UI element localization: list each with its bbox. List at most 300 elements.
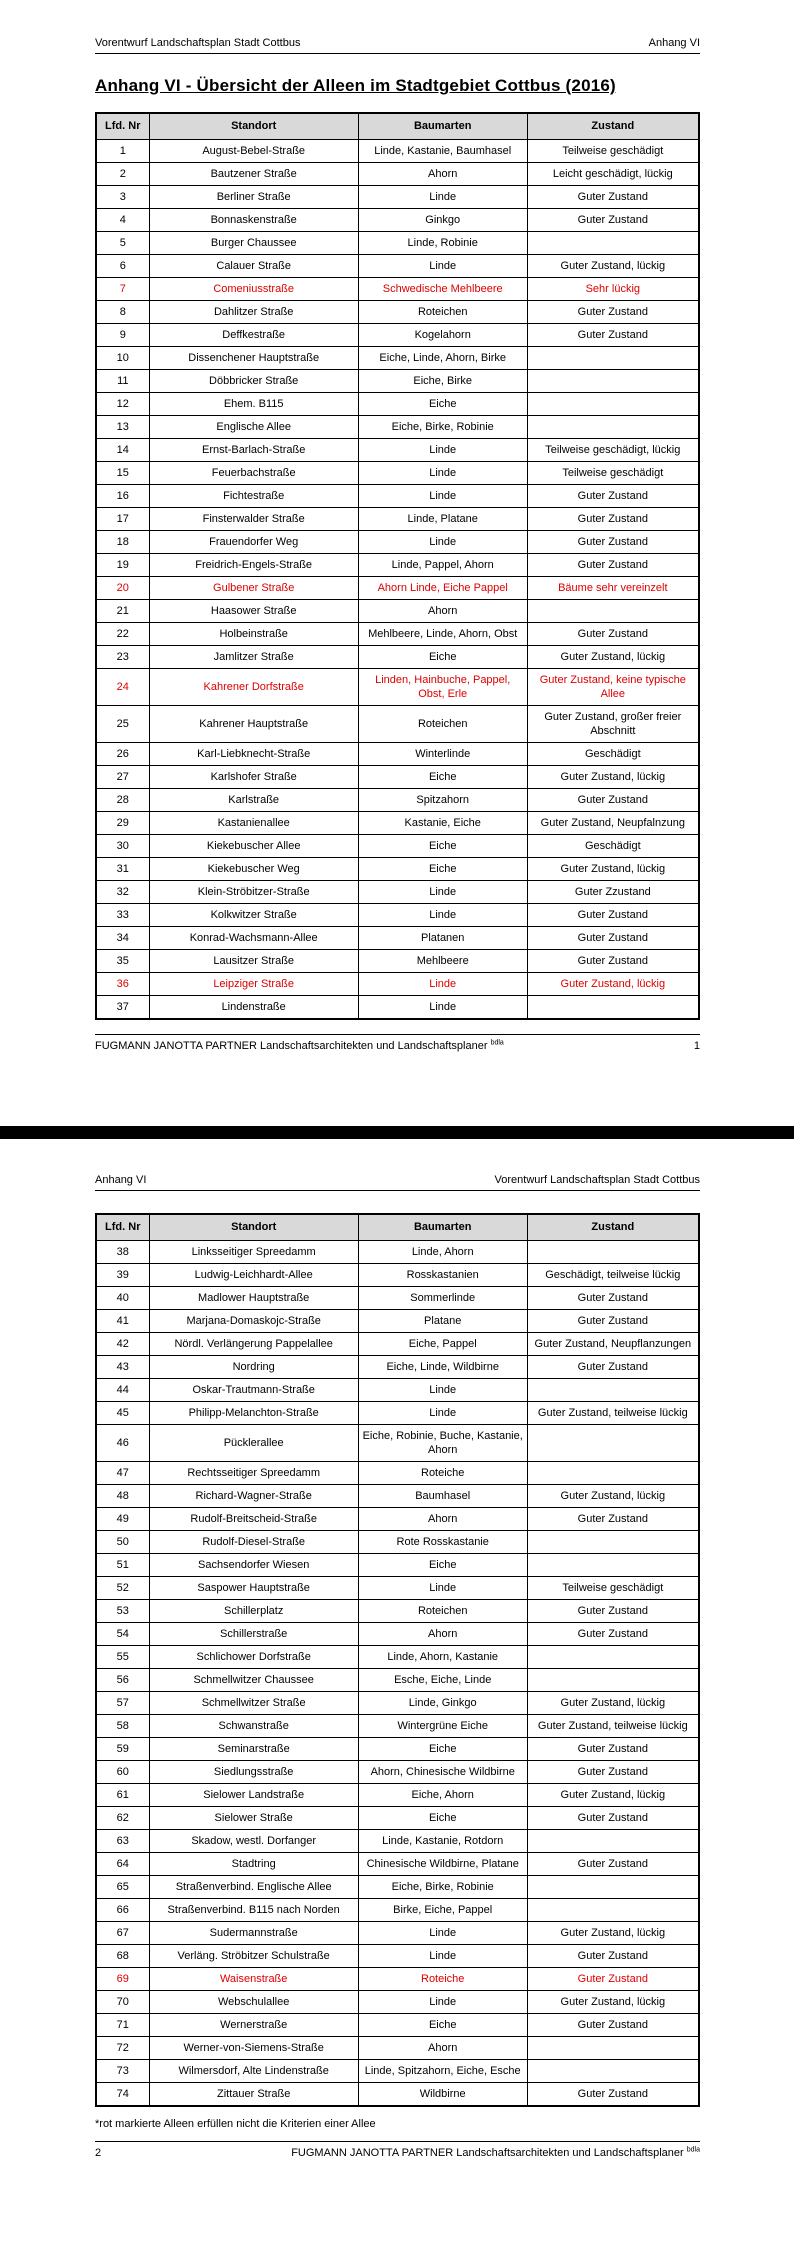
cell-zustand: [527, 1424, 699, 1461]
cell-baumarten: Roteiche: [358, 1967, 527, 1990]
table-row: [96, 949, 699, 972]
cell-baumarten: Ahorn Linde, Eiche Pappel: [358, 576, 527, 599]
cell-baumarten: Ahorn: [358, 162, 527, 185]
cell-zustand: Guter Zustand, lückig: [527, 1921, 699, 1944]
cell-standort: Webschulallee: [149, 1990, 358, 2013]
cell-standort: Haasower Straße: [149, 599, 358, 622]
cell-lfd-nr: 27: [96, 765, 149, 788]
table-row: [96, 484, 699, 507]
page-number: 2: [95, 2146, 102, 2159]
cell-lfd-nr: 56: [96, 1668, 149, 1691]
column-header: Baumarten: [358, 113, 527, 139]
cell-standort: Oskar-Trautmann-Straße: [149, 1378, 358, 1401]
cell-baumarten: Linde: [358, 254, 527, 277]
cell-baumarten: Linde: [358, 1944, 527, 1967]
red-rows-footnote: *rot markierte Alleen erfüllen nicht die Kriterien einer Allee: [95, 2117, 376, 2130]
cell-zustand: Guter Zustand: [527, 2082, 699, 2106]
cell-lfd-nr: 60: [96, 1760, 149, 1783]
cell-standort: Wernerstraße: [149, 2013, 358, 2036]
column-header: Lfd. Nr: [96, 1214, 149, 1240]
cell-standort: Berliner Straße: [149, 185, 358, 208]
cell-zustand: [527, 1553, 699, 1576]
cell-standort: Kiekebuscher Weg: [149, 857, 358, 880]
cell-baumarten: Linde: [358, 972, 527, 995]
cell-lfd-nr: 4: [96, 208, 149, 231]
document-title: Anhang VI - Übersicht der Alleen im Stadtgebiet Cottbus (2016): [95, 76, 616, 95]
table-row: [96, 668, 699, 705]
cell-zustand: Guter Zustand, keine typische Allee: [527, 668, 699, 705]
cell-zustand: Guter Zustand: [527, 185, 699, 208]
cell-lfd-nr: 49: [96, 1507, 149, 1530]
cell-lfd-nr: 36: [96, 972, 149, 995]
table-row: [96, 1309, 699, 1332]
cell-baumarten: Platane: [358, 1309, 527, 1332]
table-row: [96, 2013, 699, 2036]
cell-baumarten: Mehlbeere, Linde, Ahorn, Obst: [358, 622, 527, 645]
cell-lfd-nr: 72: [96, 2036, 149, 2059]
cell-standort: Nördl. Verlängerung Pappelallee: [149, 1332, 358, 1355]
cell-lfd-nr: 37: [96, 995, 149, 1019]
column-header: Zustand: [527, 1214, 699, 1240]
cell-standort: Zittauer Straße: [149, 2082, 358, 2106]
cell-standort: Konrad-Wachsmann-Allee: [149, 926, 358, 949]
cell-lfd-nr: 17: [96, 507, 149, 530]
cell-lfd-nr: 5: [96, 231, 149, 254]
cell-baumarten: Linde: [358, 1401, 527, 1424]
cell-zustand: Guter Zzustand: [527, 880, 699, 903]
alleen-table-page2: [95, 1213, 700, 2107]
cell-lfd-nr: 8: [96, 300, 149, 323]
cell-baumarten: Eiche: [358, 2013, 527, 2036]
cell-zustand: Guter Zustand: [527, 949, 699, 972]
table-row: [96, 369, 699, 392]
cell-standort: Kahrener Hauptstraße: [149, 705, 358, 742]
cell-baumarten: Linde: [358, 1576, 527, 1599]
cell-baumarten: Mehlbeere: [358, 949, 527, 972]
cell-zustand: Geschädigt, teilweise lückig: [527, 1263, 699, 1286]
table-row: [96, 530, 699, 553]
cell-baumarten: Chinesische Wildbirne, Platane: [358, 1852, 527, 1875]
cell-standort: Waisenstraße: [149, 1967, 358, 1990]
cell-zustand: [527, 1668, 699, 1691]
table-row: [96, 705, 699, 742]
cell-standort: Leipziger Straße: [149, 972, 358, 995]
table-row: [96, 2082, 699, 2106]
cell-zustand: Guter Zustand: [527, 926, 699, 949]
cell-lfd-nr: 68: [96, 1944, 149, 1967]
cell-zustand: Guter Zustand: [527, 484, 699, 507]
cell-standort: Ernst-Barlach-Straße: [149, 438, 358, 461]
cell-lfd-nr: 43: [96, 1355, 149, 1378]
cell-zustand: [527, 599, 699, 622]
cell-zustand: Guter Zustand: [527, 507, 699, 530]
cell-lfd-nr: 71: [96, 2013, 149, 2036]
cell-standort: Nordring: [149, 1355, 358, 1378]
cell-lfd-nr: 69: [96, 1967, 149, 1990]
cell-lfd-nr: 22: [96, 622, 149, 645]
cell-lfd-nr: 25: [96, 705, 149, 742]
cell-standort: Freidrich-Engels-Straße: [149, 553, 358, 576]
table-row: [96, 1760, 699, 1783]
table-row: [96, 461, 699, 484]
table-row: [96, 765, 699, 788]
table-row: [96, 415, 699, 438]
cell-standort: Sielower Straße: [149, 1806, 358, 1829]
cell-standort: Kolkwitzer Straße: [149, 903, 358, 926]
table-row: [96, 1967, 699, 1990]
cell-standort: Straßenverbind. B115 nach Norden: [149, 1898, 358, 1921]
cell-baumarten: Eiche, Birke: [358, 369, 527, 392]
cell-lfd-nr: 38: [96, 1240, 149, 1263]
cell-baumarten: Linden, Hainbuche, Pappel, Obst, Erle: [358, 668, 527, 705]
cell-zustand: Guter Zustand, Neupfalnzung: [527, 811, 699, 834]
cell-zustand: Leicht geschädigt, lückig: [527, 162, 699, 185]
cell-baumarten: Linde: [358, 1378, 527, 1401]
table-row: [96, 1484, 699, 1507]
cell-standort: August-Bebel-Straße: [149, 139, 358, 162]
table-row: [96, 903, 699, 926]
cell-lfd-nr: 16: [96, 484, 149, 507]
cell-zustand: [527, 392, 699, 415]
cell-lfd-nr: 15: [96, 461, 149, 484]
cell-standort: Karlshofer Straße: [149, 765, 358, 788]
cell-lfd-nr: 65: [96, 1875, 149, 1898]
cell-standort: Kiekebuscher Allee: [149, 834, 358, 857]
cell-standort: Jamlitzer Straße: [149, 645, 358, 668]
cell-zustand: Guter Zustand, lückig: [527, 857, 699, 880]
cell-lfd-nr: 47: [96, 1461, 149, 1484]
cell-baumarten: Linde: [358, 530, 527, 553]
cell-standort: Rudolf-Diesel-Straße: [149, 1530, 358, 1553]
cell-standort: Ludwig-Leichhardt-Allee: [149, 1263, 358, 1286]
page2-footer: [95, 2141, 700, 2160]
cell-standort: Pücklerallee: [149, 1424, 358, 1461]
cell-baumarten: Linde, Spitzahorn, Eiche, Esche: [358, 2059, 527, 2082]
cell-standort: Sachsendorfer Wiesen: [149, 1553, 358, 1576]
cell-zustand: Guter Zustand: [527, 208, 699, 231]
cell-lfd-nr: 59: [96, 1737, 149, 1760]
cell-baumarten: Wildbirne: [358, 2082, 527, 2106]
cell-standort: Schmellwitzer Chaussee: [149, 1668, 358, 1691]
cell-baumarten: Linde: [358, 880, 527, 903]
cell-zustand: Guter Zustand, teilweise lückig: [527, 1401, 699, 1424]
cell-lfd-nr: 33: [96, 903, 149, 926]
cell-zustand: Guter Zustand, lückig: [527, 1990, 699, 2013]
table-row: [96, 1286, 699, 1309]
cell-standort: Klein-Ströbitzer-Straße: [149, 880, 358, 903]
table-row: [96, 231, 699, 254]
table-row: [96, 742, 699, 765]
cell-standort: Bautzener Straße: [149, 162, 358, 185]
cell-standort: Stadtring: [149, 1852, 358, 1875]
cell-baumarten: Eiche: [358, 765, 527, 788]
table-row: [96, 185, 699, 208]
table-header-row: [96, 113, 699, 139]
cell-baumarten: Eiche, Robinie, Buche, Kastanie, Ahorn: [358, 1424, 527, 1461]
table-header-row: [96, 1214, 699, 1240]
cell-standort: Schmellwitzer Straße: [149, 1691, 358, 1714]
column-header: Standort: [149, 113, 358, 139]
cell-baumarten: Schwedische Mehlbeere: [358, 277, 527, 300]
cell-standort: Saspower Hauptstraße: [149, 1576, 358, 1599]
cell-baumarten: Kogelahorn: [358, 323, 527, 346]
cell-standort: Schlichower Dorfstraße: [149, 1645, 358, 1668]
table-row: [96, 1829, 699, 1852]
cell-zustand: Geschädigt: [527, 742, 699, 765]
table-row: [96, 1355, 699, 1378]
cell-baumarten: Eiche: [358, 1737, 527, 1760]
table-row: [96, 972, 699, 995]
cell-zustand: [527, 1875, 699, 1898]
cell-zustand: Teilweise geschädigt, lückig: [527, 438, 699, 461]
cell-baumarten: Roteichen: [358, 300, 527, 323]
cell-baumarten: Roteichen: [358, 1599, 527, 1622]
cell-lfd-nr: 55: [96, 1645, 149, 1668]
cell-standort: Holbeinstraße: [149, 622, 358, 645]
cell-baumarten: Rosskastanien: [358, 1263, 527, 1286]
table-row: [96, 645, 699, 668]
cell-standort: Linksseitiger Spreedamm: [149, 1240, 358, 1263]
cell-zustand: Guter Zustand: [527, 1286, 699, 1309]
cell-standort: Sielower Landstraße: [149, 1783, 358, 1806]
cell-standort: Straßenverbind. Englische Allee: [149, 1875, 358, 1898]
table-row: [96, 1401, 699, 1424]
cell-standort: Rudolf-Breitscheid-Straße: [149, 1507, 358, 1530]
cell-lfd-nr: 73: [96, 2059, 149, 2082]
table-row: [96, 1691, 699, 1714]
cell-standort: Karlstraße: [149, 788, 358, 811]
cell-zustand: Guter Zustand: [527, 622, 699, 645]
cell-standort: Döbbricker Straße: [149, 369, 358, 392]
document-page-2: [0, 1139, 794, 2251]
cell-zustand: Guter Zustand, teilweise lückig: [527, 1714, 699, 1737]
cell-standort: Fichtestraße: [149, 484, 358, 507]
table-row: [96, 1783, 699, 1806]
cell-zustand: [527, 1530, 699, 1553]
cell-baumarten: Linde, Pappel, Ahorn: [358, 553, 527, 576]
cell-lfd-nr: 45: [96, 1401, 149, 1424]
cell-zustand: Geschädigt: [527, 834, 699, 857]
cell-zustand: Teilweise geschädigt: [527, 139, 699, 162]
header-right-text: Vorentwurf Landschaftsplan Stadt Cottbus: [494, 1174, 700, 1186]
cell-standort: Bonnaskenstraße: [149, 208, 358, 231]
cell-baumarten: Linde, Ahorn: [358, 1240, 527, 1263]
cell-standort: Kastanienallee: [149, 811, 358, 834]
table-row: [96, 622, 699, 645]
table-row: [96, 323, 699, 346]
cell-zustand: Guter Zustand: [527, 1507, 699, 1530]
page-number: 1: [693, 1039, 700, 1052]
cell-zustand: Guter Zustand, lückig: [527, 972, 699, 995]
cell-lfd-nr: 28: [96, 788, 149, 811]
cell-lfd-nr: 40: [96, 1286, 149, 1309]
cell-zustand: Guter Zustand: [527, 1944, 699, 1967]
cell-lfd-nr: 63: [96, 1829, 149, 1852]
cell-baumarten: Sommerlinde: [358, 1286, 527, 1309]
cell-baumarten: Eiche, Birke, Robinie: [358, 415, 527, 438]
table-row: [96, 392, 699, 415]
cell-standort: Schillerstraße: [149, 1622, 358, 1645]
table-row: [96, 1944, 699, 1967]
cell-lfd-nr: 24: [96, 668, 149, 705]
cell-lfd-nr: 14: [96, 438, 149, 461]
cell-zustand: Guter Zustand: [527, 1355, 699, 1378]
cell-lfd-nr: 42: [96, 1332, 149, 1355]
cell-lfd-nr: 50: [96, 1530, 149, 1553]
cell-zustand: Guter Zustand, großer freier Abschnitt: [527, 705, 699, 742]
cell-baumarten: Spitzahorn: [358, 788, 527, 811]
table-row: [96, 1622, 699, 1645]
cell-standort: Gulbener Straße: [149, 576, 358, 599]
table-row: [96, 1921, 699, 1944]
table-row: [96, 1898, 699, 1921]
cell-standort: Verläng. Ströbitzer Schulstraße: [149, 1944, 358, 1967]
cell-zustand: Guter Zustand: [527, 323, 699, 346]
cell-zustand: [527, 1898, 699, 1921]
table-row: [96, 346, 699, 369]
cell-zustand: Guter Zustand: [527, 300, 699, 323]
cell-baumarten: Ahorn: [358, 2036, 527, 2059]
cell-baumarten: Winterlinde: [358, 742, 527, 765]
cell-baumarten: Linde: [358, 1990, 527, 2013]
cell-zustand: Guter Zustand: [527, 1737, 699, 1760]
table-row: [96, 1852, 699, 1875]
table-row: [96, 857, 699, 880]
cell-lfd-nr: 2: [96, 162, 149, 185]
cell-standort: Frauendorfer Weg: [149, 530, 358, 553]
cell-baumarten: Linde, Ginkgo: [358, 1691, 527, 1714]
cell-baumarten: Eiche: [358, 392, 527, 415]
cell-lfd-nr: 67: [96, 1921, 149, 1944]
table-row: [96, 300, 699, 323]
table-row: [96, 1599, 699, 1622]
cell-baumarten: Linde: [358, 185, 527, 208]
cell-standort: Rechtsseitiger Spreedamm: [149, 1461, 358, 1484]
table-row: [96, 1714, 699, 1737]
cell-baumarten: Eiche: [358, 1806, 527, 1829]
cell-standort: Comeniusstraße: [149, 277, 358, 300]
cell-baumarten: Eiche: [358, 645, 527, 668]
cell-standort: Werner-von-Siemens-Straße: [149, 2036, 358, 2059]
cell-zustand: Guter Zustand: [527, 1309, 699, 1332]
header-left-text: Anhang VI: [95, 1174, 147, 1186]
cell-standort: Ehem. B115: [149, 392, 358, 415]
cell-baumarten: Linde: [358, 995, 527, 1019]
cell-lfd-nr: 26: [96, 742, 149, 765]
cell-standort: Finsterwalder Straße: [149, 507, 358, 530]
cell-baumarten: Linde, Platane: [358, 507, 527, 530]
cell-lfd-nr: 34: [96, 926, 149, 949]
cell-standort: Siedlungsstraße: [149, 1760, 358, 1783]
cell-zustand: Guter Zustand: [527, 1622, 699, 1645]
cell-lfd-nr: 12: [96, 392, 149, 415]
cell-zustand: Bäume sehr vereinzelt: [527, 576, 699, 599]
cell-zustand: [527, 2059, 699, 2082]
alleen-table-page1: [95, 112, 700, 1020]
table-row: [96, 254, 699, 277]
cell-standort: Karl-Liebknecht-Straße: [149, 742, 358, 765]
table-row: [96, 1461, 699, 1484]
table-row: [96, 1424, 699, 1461]
table-row: [96, 1240, 699, 1263]
cell-standort: Deffkestraße: [149, 323, 358, 346]
cell-zustand: [527, 1829, 699, 1852]
cell-lfd-nr: 30: [96, 834, 149, 857]
cell-baumarten: Linde, Kastanie, Rotdorn: [358, 1829, 527, 1852]
cell-baumarten: Roteichen: [358, 705, 527, 742]
table-row: [96, 2036, 699, 2059]
column-header: Lfd. Nr: [96, 113, 149, 139]
footer-company-text: FUGMANN JANOTTA PARTNER Landschaftsarchitekten und Landschaftsplaner $^{bdla}$: [95, 1038, 504, 1052]
cell-standort: Lausitzer Straße: [149, 949, 358, 972]
cell-lfd-nr: 23: [96, 645, 149, 668]
cell-lfd-nr: 46: [96, 1424, 149, 1461]
footer-bdla-sup: bdla: [686, 2145, 700, 2153]
table-row: [96, 1378, 699, 1401]
cell-baumarten: Eiche, Birke, Robinie: [358, 1875, 527, 1898]
table-row: [96, 599, 699, 622]
table-row: [96, 1806, 699, 1829]
cell-baumarten: Linde: [358, 484, 527, 507]
cell-lfd-nr: 31: [96, 857, 149, 880]
cell-lfd-nr: 52: [96, 1576, 149, 1599]
cell-standort: Dahlitzer Straße: [149, 300, 358, 323]
footer-bdla-sup: bdla: [490, 1038, 504, 1046]
cell-standort: Wilmersdorf, Alte Lindenstraße: [149, 2059, 358, 2082]
table-row: [96, 438, 699, 461]
table-row: [96, 834, 699, 857]
cell-lfd-nr: 29: [96, 811, 149, 834]
cell-lfd-nr: 32: [96, 880, 149, 903]
cell-standort: Kahrener Dorfstraße: [149, 668, 358, 705]
cell-zustand: Guter Zustand: [527, 903, 699, 926]
table-row: [96, 880, 699, 903]
cell-baumarten: Linde, Ahorn, Kastanie: [358, 1645, 527, 1668]
cell-zustand: Guter Zustand, lückig: [527, 645, 699, 668]
cell-lfd-nr: 41: [96, 1309, 149, 1332]
cell-standort: Seminarstraße: [149, 1737, 358, 1760]
column-header: Standort: [149, 1214, 358, 1240]
cell-lfd-nr: 70: [96, 1990, 149, 2013]
cell-lfd-nr: 10: [96, 346, 149, 369]
cell-lfd-nr: 54: [96, 1622, 149, 1645]
cell-baumarten: Linde: [358, 1921, 527, 1944]
cell-standort: Calauer Straße: [149, 254, 358, 277]
table-row: [96, 139, 699, 162]
cell-lfd-nr: 21: [96, 599, 149, 622]
cell-standort: Lindenstraße: [149, 995, 358, 1019]
cell-zustand: Guter Zustand, lückig: [527, 1691, 699, 1714]
table-row: [96, 277, 699, 300]
table-row: [96, 926, 699, 949]
cell-lfd-nr: 7: [96, 277, 149, 300]
cell-lfd-nr: 6: [96, 254, 149, 277]
cell-standort: Englische Allee: [149, 415, 358, 438]
table-row: [96, 788, 699, 811]
table-row: [96, 811, 699, 834]
cell-lfd-nr: 35: [96, 949, 149, 972]
cell-lfd-nr: 18: [96, 530, 149, 553]
header-right-text: Anhang VI: [648, 37, 700, 49]
cell-zustand: Guter Zustand: [527, 788, 699, 811]
cell-standort: Madlower Hauptstraße: [149, 1286, 358, 1309]
header-left-text: Vorentwurf Landschaftsplan Stadt Cottbus: [95, 37, 301, 49]
cell-baumarten: Eiche: [358, 834, 527, 857]
cell-zustand: Sehr lückig: [527, 277, 699, 300]
cell-zustand: [527, 231, 699, 254]
cell-zustand: [527, 2036, 699, 2059]
table-row: [96, 1507, 699, 1530]
